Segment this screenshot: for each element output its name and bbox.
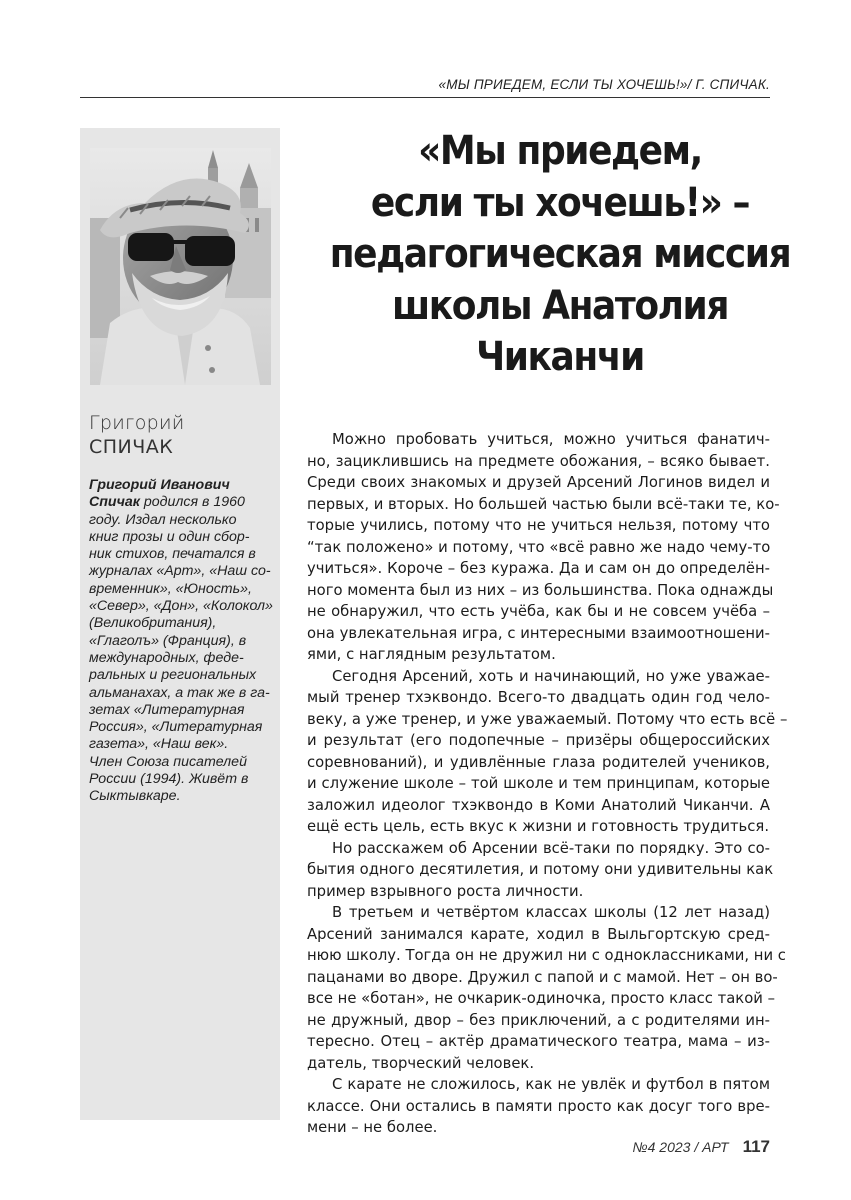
body-line: но, зациклившись на предмете обожания, – всяко бывает.	[307, 452, 770, 470]
body-line: Арсений занимался карате, ходил в Выльгортскую сред-	[307, 925, 770, 943]
bio-line: ральных и региональных	[89, 667, 257, 684]
bio-name: Григорий Иванович	[89, 477, 230, 493]
bio-line: зетах «Литературная	[89, 701, 245, 718]
body-line: ного момента был из них – из большинства. Пока однажды	[307, 581, 774, 599]
body-line: она увлекательная игра, с интересными взаимоотношени-	[307, 624, 770, 642]
body-line: пример взрывного роста личности.	[307, 882, 584, 900]
body-line: ями, с наглядным результатом.	[307, 646, 556, 663]
bio-line	[89, 494, 279, 511]
bio-line: ник стихов, печатался в	[89, 546, 256, 563]
body-line: Можно пробовать учиться, можно учиться фанатич-	[332, 431, 770, 448]
bio-line: международных, феде-	[89, 649, 244, 666]
author-last-name: СПИЧАК	[89, 436, 174, 458]
title-line: школы Анатолия	[391, 282, 729, 329]
body-line: мый тренер тхэквондо. Всего-то двадцать один год чело-	[307, 689, 770, 706]
article-title	[326, 126, 794, 384]
issue-label: №4 2023 / АРТ	[632, 1139, 729, 1155]
bio-line: (Великобритания),	[89, 615, 217, 632]
body-line: заложил идеолог тхэквондо в Коми Анатолий Чиканчи. А	[307, 796, 770, 814]
bio-line: Член Союза писателей	[89, 753, 247, 770]
body-line: классе. Они остались в памяти просто как досуг того вре-	[307, 1097, 770, 1115]
bio-line: году. Издал несколько	[89, 511, 237, 528]
body-line: все не «ботан», не очкарик-одиночка, просто класс такой –	[307, 990, 776, 1007]
bio-line	[89, 477, 279, 494]
bio-line: России (1994). Живёт в	[89, 771, 249, 788]
body-line: и результат (его подопечные – призёры общероссийских	[307, 732, 770, 749]
body-line: Среди своих знакомых и друзей Арсений Логинов видел и	[307, 474, 770, 491]
body-line: торые учились, потому что не учиться нельзя, потому что	[307, 517, 770, 534]
body-line: учиться». Короче – без куража. Да и сам он до определён-	[307, 560, 770, 577]
author-first-name: Григорий	[89, 412, 185, 434]
body-line: и служение школе – той школе и тем принципам, которые	[307, 775, 770, 792]
bio-line: альманахах, а так же в га-	[89, 684, 270, 701]
body-line: датель, творческий человек.	[307, 1054, 535, 1072]
body-line: первых, и вторых. Но большей частью были всё-таки те, ко-	[307, 495, 780, 513]
body-line: “так положено» и потому, что «всё равно же надо чему-то	[307, 538, 771, 556]
body-line: нюю школу. Тогда он не дружил ни с одноклассниками, ни с	[307, 947, 786, 964]
bio-name: Спичак	[89, 494, 140, 511]
page-number: 117	[742, 1137, 770, 1156]
body-line: соревнований), и удивлённые глаза родителей учеников,	[307, 753, 770, 771]
body-line: В третьем и четвёртом классах школы (12 лет назад)	[332, 904, 770, 921]
title-line: если ты хочешь!» –	[370, 179, 750, 226]
bio-line: Сыктывкаре.	[89, 788, 181, 805]
bio-text: родился в 1960	[139, 494, 245, 511]
bio-line: книг прозы и один сбор-	[89, 528, 250, 545]
running-header: «МЫ ПРИЕДЕМ, ЕСЛИ ТЫ ХОЧЕШЬ!»/ Г. СПИЧАК.	[438, 77, 770, 92]
title-line: педагогическая миссия	[329, 231, 791, 277]
body-line: Сегодня Арсений, хоть и начинающий, но уже уважае-	[332, 667, 770, 685]
body-line: мени – не более.	[307, 1119, 438, 1136]
body-line: С карате не сложилось, как не увлёк и футбол в пятом	[332, 1076, 770, 1093]
bio-line: «Глаголъ» (Франция), в	[89, 632, 247, 649]
bio-line: временник», «Юность»,	[89, 580, 252, 597]
article-body	[307, 429, 788, 1139]
body-line: веку, а уже тренер, и уже уважаемый. Потому что есть всё –	[307, 710, 788, 728]
page-footer	[560, 1137, 770, 1157]
bio-line: журналах «Арт», «Наш со-	[89, 563, 271, 580]
body-line: ещё есть цель, есть вкус к жизни и готовность трудиться.	[307, 818, 770, 835]
bio-line: газета», «Наш век».	[89, 736, 229, 753]
header-rule	[80, 97, 770, 98]
body-line: бытия одного десятилетия, и потому они удивительны как	[307, 861, 774, 878]
author-photo	[90, 148, 271, 385]
body-line: не обнаружил, что есть учёба, как бы и не совсем учёба –	[307, 603, 770, 620]
title-line: «Мы приедем,	[418, 128, 702, 174]
title-line: Чиканчи	[476, 334, 644, 380]
bio-line: Россия», «Литературная	[89, 719, 263, 736]
body-line: не дружный, двор – без приключений, а с родителями ин-	[307, 1011, 770, 1029]
body-line: пацанами во дворе. Дружил с папой и с мамой. Нет – он во-	[307, 968, 778, 986]
bio-line: «Север», «Дон», «Колокол»	[89, 598, 273, 615]
author-bio	[89, 477, 279, 806]
body-line: Но расскажем об Арсении всё-таки по порядку. Это со-	[332, 839, 770, 857]
body-line: тересно. Отец – актёр драматического театра, мама – из-	[307, 1033, 770, 1050]
